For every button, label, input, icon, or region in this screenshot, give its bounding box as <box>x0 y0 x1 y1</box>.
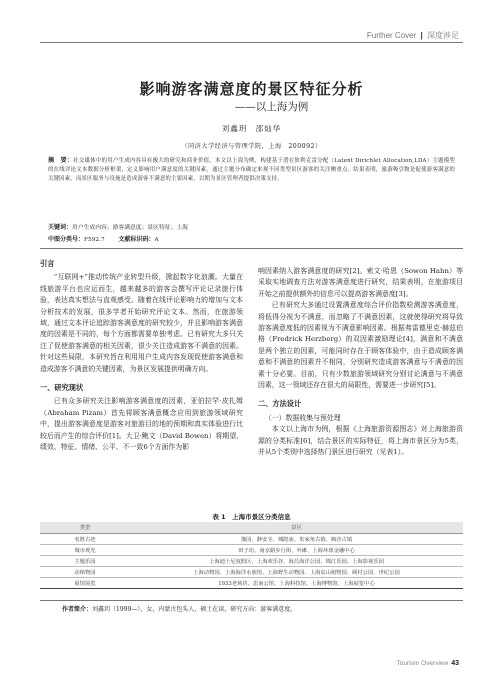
doc-code-label: 文献标识码： <box>118 236 155 243</box>
abstract <box>48 156 455 185</box>
table-cell-type: 主题乐园 <box>40 555 130 566</box>
article-subtitle: ——以上海为例 <box>234 101 309 113</box>
right-paragraph-1: 响因素纳入游客满意度的研究[2]。索文·哈恩（Sowon Hahn）等采取实地调查方法对游客满意度进行研究，结果表明，在旅游项目开始之前提供额外的信息可以提高游客满意度[3]。 <box>258 267 463 298</box>
table-row <box>40 555 463 566</box>
scenic-spot-table <box>40 522 463 589</box>
clc-code: F592.7 <box>84 237 105 243</box>
section-2-paragraph: 本文以上海市为例，根据《上海旅游资源图志》对上海旅游资源的分类标准[6]，结合景区的实际特征，将上海市景区分为5类，并从5个类别中选择热门景区进行研究（见表1）。 <box>258 425 463 457</box>
table-cell-spots: 上海迪士尼度假区、上海欢乐谷、海昌海洋公园、锦江乐园、上海影视乐园 <box>130 555 463 566</box>
journal-name: Tourism Overview <box>396 660 449 667</box>
section-1-paragraph: 已有众多研究关注影响游客满意度的因素，亚伯拉罕·皮扎姆（Abraham Pizam）首先将顾客满意概念应用到旅游领域研究中，提出游客满意度是游客对旅游目的地的预期和真实体验进行比较后而产生的综合评价[1]。大卫·鲍文（David Bowen）将期望、绩效、特征、情绪、公平、不一致6个方面作为影 <box>40 397 243 452</box>
author-footnote <box>62 604 296 613</box>
page-number: 43 <box>451 660 459 667</box>
keywords-line <box>48 222 188 231</box>
table-cell-spots: 1933老场坊、思南公馆、上海科技馆、上海博物馆、上海展览中心 <box>130 577 463 588</box>
abstract-text: 社交媒体中的用户生成内容具有极大的研究和商业价值。本文以上海为例，构建基于潜在狄利克雷分配（Latent Dirichlet Allocation,LDA）主题模型的在线评论文本数据分析框架，定义影响用户满意度的关键因素，通过主题分布确定来观不同类型景区游客的关注侧重点。结果表明，旅游吸引物是促使游客满意的关键因素，而景区服务与设施是造成游客不满意的主要因素，以期为景区管理者提供决策支持。 <box>48 158 455 183</box>
doc-code: A <box>154 237 159 243</box>
table-row <box>40 566 463 577</box>
table-row <box>40 577 463 588</box>
table-header-row <box>40 522 463 533</box>
footnote-label: 作者简介： <box>62 606 93 613</box>
abstract-rule <box>40 248 463 249</box>
footnote-rule <box>40 600 463 601</box>
table-cell-type: 展馆展览 <box>40 577 130 588</box>
table-cell-type: 动植物园 <box>40 566 130 577</box>
table-caption: 表 1 上海市景区分类信息 <box>212 513 291 521</box>
classification-line <box>48 234 159 243</box>
table-row <box>40 533 463 544</box>
table-cell-spots: 上海动物园、上海海洋水族馆、上海野生动物园、上海辰山植物园、顾村公园、世纪公园 <box>130 566 463 577</box>
intro-paragraph: “互联网+”推动传统产业转型升级，掀起数字化浪潮。大量在线旅游平台也应运而生，越来越多的游客会撰写评论记录旅行体验，表达真实想法与直观感受。随着在线评论影响力的增加与文本分析技术的发展，很多学者开始研究评论文本。然而，在旅游领域，通过文本评论追踪游客满意度的研究较少，并且影响游客满意度的因素是不同的，每个方面都需要单独考虑。已有研究大多只关注了促使游客满意的相关因素，很少关注造成游客不满意的因素。针对这些局限，本研究旨在利用用户生成内容发现促使游客满意和造成游客不满意的关键因素，为景区发展提供明确方向。 <box>40 273 243 373</box>
table-cell-type: 名胜古迹 <box>40 533 130 544</box>
author-affiliation: （同济大学经济与管理学院，上海 200092） <box>181 143 322 150</box>
table-header-type: 类型 <box>40 522 130 533</box>
table-cell-spots: 田子坊、南京路步行街、外滩、上海环球金融中心 <box>130 544 463 555</box>
article-authors: 刘鑫玥 邵灿华 <box>221 124 282 133</box>
right-column <box>258 266 463 459</box>
header-rule <box>40 42 463 43</box>
right-paragraph-2: 已有研究大多通过设置满意度综合评价指数检测游客满意度，将低得分视为不满意，而忽略了不满意因素，这就使得研究将导致游客满意度低的因素视为不满意影响因素。根据弗雷德里克·赫兹伯格（Fredrick Herzberg）的双因素激励理论[4]，满意和不满意是两个独立的因素，可能同时存在于顾客体验中，由于造成顾客满意和不满意的因素并不相同，分别研究造成游客满意与不满意的因素十分必要。目前，只有少数旅游领域研究分别讨论满意与不满意因素，这一领域还存在很大的局限性，需要进一步研究[5]。 <box>258 301 463 390</box>
section-2-heading: 二、方法设计 <box>258 399 302 409</box>
abstract-label: 摘 要： <box>48 157 74 164</box>
footnote-text: 刘鑫玥（1999—），女，内蒙古包头人，硕士在读，研究方向：游客满意度。 <box>92 606 297 613</box>
section-name-en: Further Cover <box>366 31 417 40</box>
keywords-text: 用户生成内容；游客满意度；景区特征；上海 <box>72 225 188 231</box>
table-header-spots: 景区 <box>130 522 463 533</box>
header-separator: | <box>420 31 423 40</box>
intro-heading: 引言 <box>40 259 55 268</box>
section-name-cn: 深度涉足 <box>427 31 459 40</box>
section-2-subheading: （一）数据收集与预处理 <box>264 413 341 422</box>
article-title: 影响游客满意度的景区特征分析 <box>139 80 364 98</box>
keywords-label: 关键词： <box>48 224 73 231</box>
page-footer <box>397 660 459 667</box>
section-1-heading: 一、研究现状 <box>40 383 84 393</box>
running-header <box>367 30 459 41</box>
table-row <box>40 544 463 555</box>
table-cell-spots: 豫园、静安寺、城隍庙、朱家角古镇、枫泾古镇 <box>130 533 463 544</box>
left-column <box>40 254 243 454</box>
table-cell-type: 城市观光 <box>40 544 130 555</box>
clc-label: 中图分类号： <box>48 236 85 243</box>
